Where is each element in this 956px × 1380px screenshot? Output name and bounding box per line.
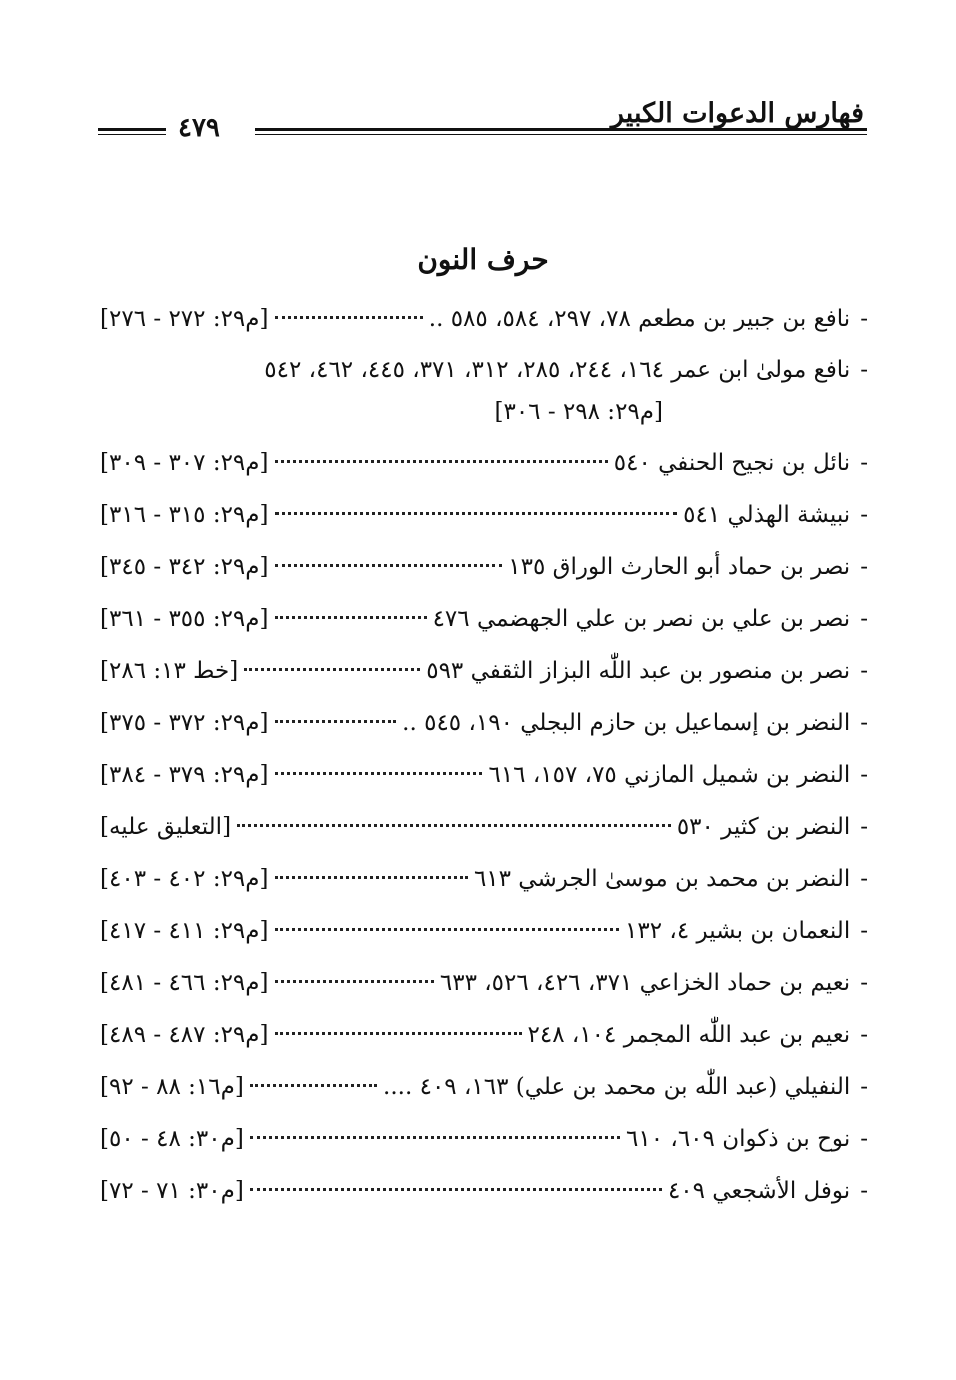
index-entry: [100, 345, 868, 437]
header-rule-short: [98, 128, 166, 135]
index-entry: [100, 541, 868, 593]
dot-leader: [275, 720, 397, 723]
entry-text: النضر بن كثير ٥٣٠: [676, 814, 851, 840]
index-entry: [100, 801, 868, 853]
entry-dash: -: [860, 554, 868, 580]
entry-text: نوفل الأشجعي ٤٠٩: [667, 1178, 851, 1204]
entry-dash: -: [860, 1022, 868, 1048]
entry-dash: -: [860, 357, 868, 383]
section-title: حرف النون: [417, 243, 549, 276]
entry-text: نصر بن منصور بن عبد اللّٰه البزاز الثقفي ٥٩٣: [426, 658, 851, 684]
entry-text: نصر بن حماد أبو الحارث الوراق ١٣٥: [508, 554, 851, 580]
dot-leader: [275, 980, 434, 983]
index-entry: [100, 697, 868, 749]
entry-dash: -: [860, 450, 868, 476]
entry-text: النفيلي (عبد اللّٰه بن محمد بن علي) ١٦٣، ٤٠٩ ....: [383, 1074, 851, 1100]
dot-leader: [275, 928, 620, 931]
entry-text: نائل بن نجيح الحنفي ٥٤٠: [613, 450, 851, 476]
dot-leader: [275, 512, 678, 515]
dot-leader: [250, 1136, 620, 1139]
dot-leader: [275, 876, 468, 879]
entry-reference: [م١٦: ٨٨ - ٩٢]: [100, 1074, 244, 1100]
entry-dash: -: [860, 866, 868, 892]
entry-reference: [م٢٩: ٣٧٢ - ٣٧٥]: [100, 710, 269, 736]
entry-text: نبيشة الهذلي ٥٤١: [683, 502, 851, 528]
dot-leader: [275, 1032, 522, 1035]
index-entry: [100, 645, 868, 697]
entry-text: النضر بن إسماعيل بن حازم البجلي ١٩٠، ٥٤٥ ..: [402, 710, 851, 736]
entry-reference: [م٢٩: ٣٤٢ - ٣٤٥]: [100, 554, 269, 580]
dot-leader: [244, 668, 420, 671]
entry-reference: [م٢٩: ٤٦٦ - ٤٨١]: [100, 970, 269, 996]
index-entry: [100, 1165, 868, 1217]
entry-dash: -: [860, 1126, 868, 1152]
index-entry: [100, 905, 868, 957]
entry-reference: [م٢٩: ٣١٥ - ٣١٦]: [100, 502, 269, 528]
entry-reference: [م٢٩: ٣٠٧ - ٣٠٩]: [100, 450, 269, 476]
entry-text: نعيم بن عبد اللّٰه المجمر ١٠٤، ٢٤٨: [527, 1022, 851, 1048]
entry-reference: [التعليق عليه]: [100, 814, 232, 840]
entry-text: نوح بن ذكوان ٦٠٩، ٦١٠: [626, 1126, 851, 1152]
entry-reference: [م٣٠: ٧١ - ٧٢]: [100, 1178, 244, 1204]
running-title: فهارس الدعوات الكبير: [610, 98, 864, 129]
dot-leader: [237, 824, 671, 827]
entry-text: نصر بن علي بن نصر بن علي الجهضمي ٤٧٦: [432, 606, 851, 632]
entry-text: نافع مولىٰ ابن عمر ١٦٤، ٢٤٤، ٢٨٥، ٣١٢، ٣٧١، ٤٤٥، ٤٦٢، ٥٤٢: [264, 357, 851, 383]
index-entry: [100, 489, 868, 541]
index-entries: [100, 293, 868, 1217]
dot-leader: [275, 564, 503, 567]
entry-text: النضر بن محمد بن موسىٰ الجرشي ٦١٣: [473, 866, 851, 892]
entry-text: نعيم بن حماد الخزاعي ٣٧١، ٤٢٦، ٥٢٦، ٦٣٣: [439, 970, 851, 996]
dot-leader: [250, 1188, 662, 1191]
entry-reference: [خط ١٣: ٢٨٦]: [100, 658, 239, 684]
entry-dash: -: [860, 306, 868, 332]
index-entry: [100, 1113, 868, 1165]
entry-reference: [م٢٩: ٢٩٨ - ٣٠٦]: [494, 399, 663, 425]
entry-reference: [م٢٩: ٤١١ - ٤١٧]: [100, 918, 269, 944]
dot-leader: [275, 316, 423, 319]
entry-dash: -: [860, 502, 868, 528]
entry-reference: [م٢٩: ٢٧٢ - ٢٧٦]: [100, 306, 269, 332]
entry-dash: -: [860, 1074, 868, 1100]
index-entry: [100, 1009, 868, 1061]
index-entry: [100, 293, 868, 345]
entry-dash: -: [860, 762, 868, 788]
entry-dash: -: [860, 658, 868, 684]
index-entry: [100, 437, 868, 489]
index-entry: [100, 1061, 868, 1113]
header-rule-long: [255, 128, 867, 135]
entry-dash: -: [860, 1178, 868, 1204]
entry-reference: [م٣٠: ٤٨ - ٥٠]: [100, 1126, 244, 1152]
entry-reference: [م٢٩: ٤٨٧ - ٤٨٩]: [100, 1022, 269, 1048]
index-entry: [100, 853, 868, 905]
index-entry: [100, 957, 868, 1009]
dot-leader: [250, 1084, 377, 1087]
entry-dash: -: [860, 814, 868, 840]
page-number: ٤٧٩: [178, 113, 220, 143]
entry-dash: -: [860, 606, 868, 632]
index-entry: [100, 749, 868, 801]
dot-leader: [275, 616, 427, 619]
entry-dash: -: [860, 918, 868, 944]
entry-dash: -: [860, 710, 868, 736]
entry-text: النضر بن شميل المازني ٧٥، ١٥٧، ٦١٦: [488, 762, 851, 788]
entry-text: النعمان بن بشير ٤، ١٣٢: [625, 918, 851, 944]
entry-text: نافع بن جبير بن مطعم ٧٨، ٢٩٧، ٥٨٤، ٥٨٥ ..: [428, 306, 851, 332]
entry-reference: [م٢٩: ٤٠٢ - ٤٠٣]: [100, 866, 269, 892]
dot-leader: [275, 460, 608, 463]
index-entry: [100, 593, 868, 645]
entry-dash: -: [860, 970, 868, 996]
dot-leader: [275, 772, 483, 775]
entry-reference: [م٢٩: ٣٧٩ - ٣٨٤]: [100, 762, 269, 788]
entry-reference: [م٢٩: ٣٥٥ - ٣٦١]: [100, 606, 269, 632]
